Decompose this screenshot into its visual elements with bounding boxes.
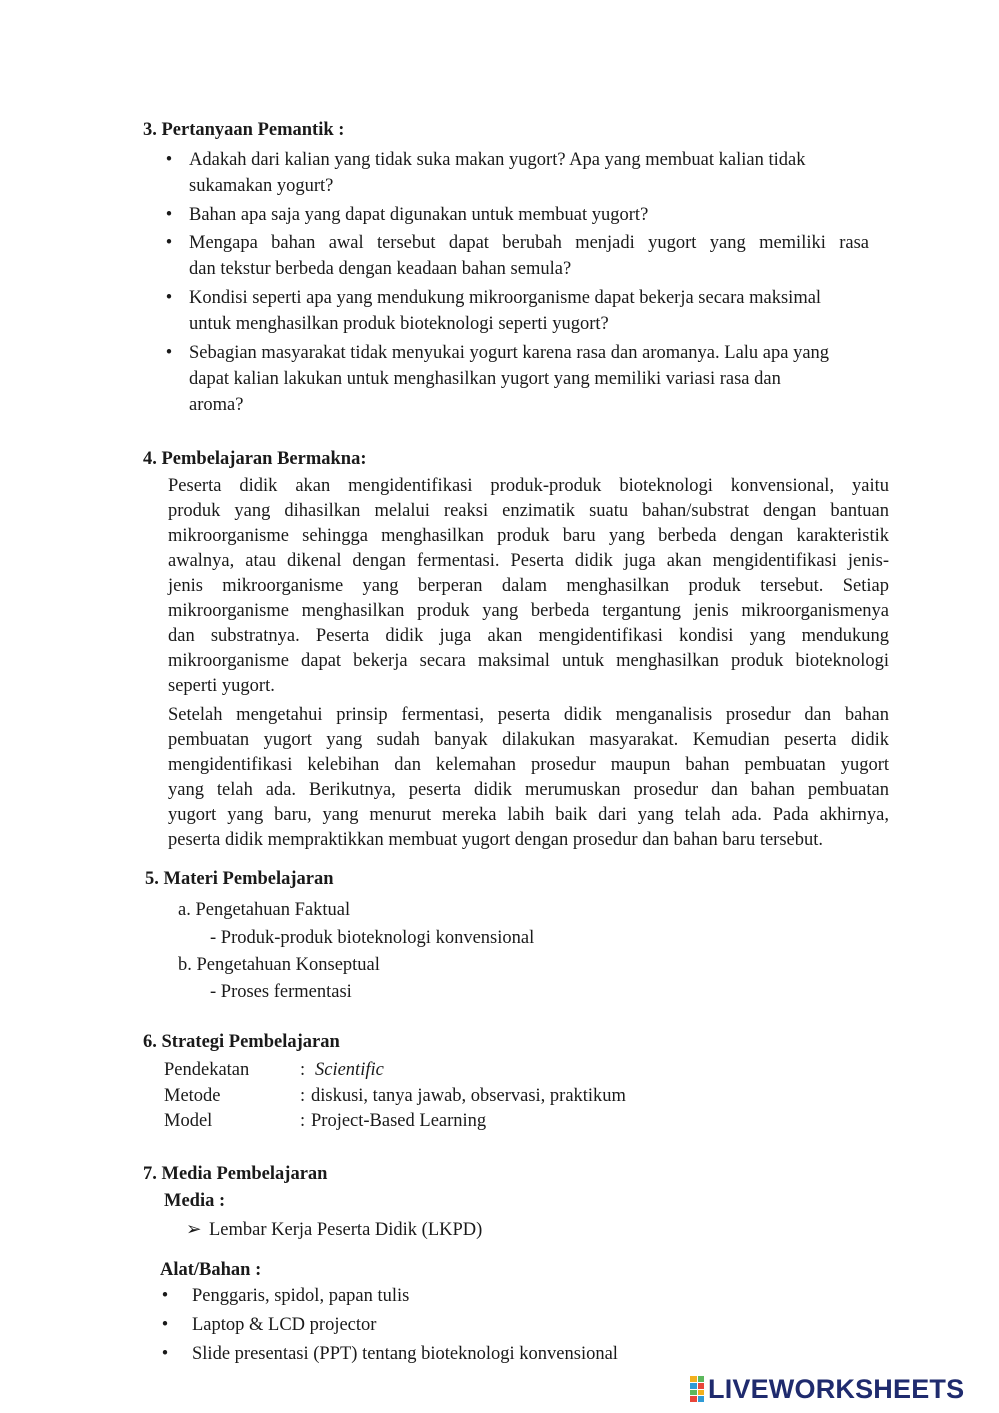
strategy-label-model: Model <box>164 1111 213 1131</box>
strategy-value-metode: diskusi, tanya jawab, observasi, praktikum <box>311 1086 626 1106</box>
section-5-heading: 5. Materi Pembelajaran <box>145 869 334 889</box>
paragraph-1-line: Peserta didik akan mengidentifikasi produk-produk bioteknologi konvensional, yaitu <box>168 476 889 496</box>
strategy-separator: : <box>300 1111 306 1131</box>
bullet-icon: • <box>161 1286 169 1306</box>
strategy-value-model: Project-Based Learning <box>311 1111 487 1131</box>
bullet-icon: • <box>165 343 173 363</box>
liveworksheets-logo <box>690 1373 964 1405</box>
section-4-heading: 4. Pembelajaran Bermakna: <box>143 449 367 469</box>
bullet-icon: • <box>165 205 173 225</box>
paragraph-1-line: seperti yugort. <box>168 676 275 696</box>
strategy-value-pendekatan: Scientific <box>315 1060 384 1080</box>
bullet-icon: • <box>165 150 173 170</box>
question-4-line-1: Kondisi seperti apa yang mendukung mikroorganisme dapat bekerja secara maksimal <box>189 288 822 308</box>
materi-a-item: - Produk-produk bioteknologi konvensional <box>210 928 535 948</box>
section-7-heading: 7. Media Pembelajaran <box>143 1164 328 1184</box>
paragraph-1-line: mikroorganisme menghasilkan produk yang berbeda tergantung jenis mikroorganismenya <box>168 601 889 621</box>
paragraph-2-line: peserta didik mempraktikkan membuat yugort dengan prosedur dan bahan baru tersebut. <box>168 830 824 850</box>
paragraph-1-line: produk yang dihasilkan melalui reaksi enzimatik suatu bahan/substrat dengan bantuan <box>168 501 889 521</box>
alat-item: Penggaris, spidol, papan tulis <box>192 1286 410 1306</box>
alat-item: Slide presentasi (PPT) tentang bioteknologi konvensional <box>192 1344 618 1364</box>
paragraph-1-line: mikroorganisme sehingga menghasilkan produk baru yang berbeda dengan karakteristik <box>168 526 889 546</box>
paragraph-2-line: mengidentifikasi kelebihan dan kelemahan prosedur maupun bahan pembuatan yugort <box>168 755 889 775</box>
bullet-icon: • <box>161 1344 169 1364</box>
alat-bahan-label: Alat/Bahan : <box>160 1260 262 1280</box>
question-3-line-2: dan tekstur berbeda dengan keadaan bahan semula? <box>189 259 572 279</box>
media-label: Media : <box>164 1191 226 1211</box>
materi-b-item: - Proses fermentasi <box>210 982 352 1002</box>
bullet-icon: • <box>165 233 173 253</box>
section-6-heading: 6. Strategi Pembelajaran <box>143 1032 340 1052</box>
question-1-line-1: Adakah dari kalian yang tidak suka makan yugort? Apa yang membuat kalian tidak <box>189 150 806 170</box>
materi-b-label: b. Pengetahuan Konseptual <box>178 955 380 975</box>
strategy-separator: : <box>300 1060 306 1080</box>
paragraph-2-line: yugort yang baru, yang menurut mereka labih baik dari yang telah ada. Pada akhirnya, <box>168 805 889 825</box>
media-item: Lembar Kerja Peserta Didik (LKPD) <box>209 1220 483 1240</box>
question-5-line-1: Sebagian masyarakat tidak menyukai yogurt karena rasa dan aromanya. Lalu apa yang <box>189 343 830 363</box>
materi-a-label: a. Pengetahuan Faktual <box>178 900 351 920</box>
paragraph-1-line: mikroorganisme dapat bekerja secara maksimal untuk menghasilkan produk bioteknologi <box>168 651 889 671</box>
paragraph-1-line: dan substratnya. Peserta didik juga akan mengidentifikasi kondisi yang mendukung <box>168 626 889 646</box>
strategy-label-metode: Metode <box>164 1086 221 1106</box>
question-5-line-2: dapat kalian lakukan untuk menghasilkan yugort yang memiliki variasi rasa dan <box>189 369 781 389</box>
question-5-line-3: aroma? <box>189 395 244 415</box>
alat-item: Laptop & LCD projector <box>192 1315 377 1335</box>
arrow-bullet-icon: ➢ <box>186 1220 202 1240</box>
paragraph-2-line: pembuatan yugort yang sudah banyak dilakukan masyarakat. Kemudian peserta didik <box>168 730 889 750</box>
question-1-line-2: sukamakan yogurt? <box>189 176 334 196</box>
strategy-label-pendekatan: Pendekatan <box>164 1060 250 1080</box>
bullet-icon: • <box>161 1315 169 1335</box>
paragraph-1-line: jenis mikroorganisme yang berperan dalam menghasilkan produk tersebut. Setiap <box>168 576 889 596</box>
bullet-icon: • <box>165 288 173 308</box>
section-3-heading: 3. Pertanyaan Pemantik : <box>143 120 345 140</box>
liveworksheets-logo-text: LIVEWORKSHEETS <box>708 1373 965 1404</box>
question-4-line-2: untuk menghasilkan produk bioteknologi seperti yugort? <box>189 314 609 334</box>
strategy-separator: : <box>300 1086 306 1106</box>
question-2-line-1: Bahan apa saja yang dapat digunakan untuk membuat yugort? <box>189 205 649 225</box>
paragraph-1-line: awalnya, atau dikenal dengan fermentasi. Peserta didik juga akan mengidentifikasi jenis- <box>168 551 889 571</box>
paragraph-2-line: Setelah mengetahui prinsip fermentasi, peserta didik menganalisis prosedur dan bahan <box>168 705 889 725</box>
liveworksheets-logo-icon <box>690 1376 704 1402</box>
question-3-line-1: Mengapa bahan awal tersebut dapat berubah menjadi yugort yang memiliki rasa <box>189 233 869 253</box>
paragraph-2-line: yang telah ada. Berikutnya, peserta didik merumuskan prosedur dan bahan pembuatan <box>168 780 889 800</box>
